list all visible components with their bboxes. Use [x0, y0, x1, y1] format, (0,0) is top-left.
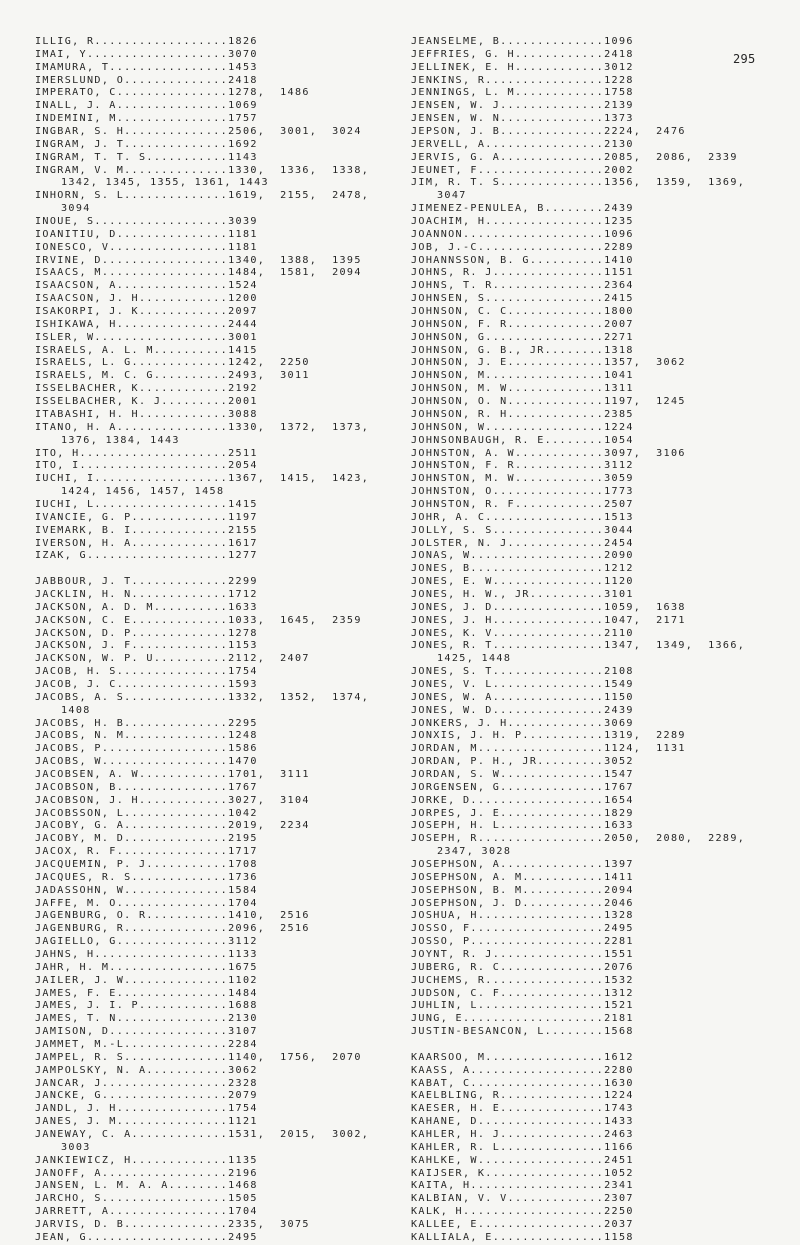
index-entry: JEFFRIES, G. H............2418 — [411, 48, 634, 60]
index-entry: JOSEPHSON, B. M...........2094 — [411, 884, 634, 896]
index-entry: JOB, J.-C.................2289 — [411, 241, 634, 253]
index-entry: JACKSON, D. P.............1278 — [35, 627, 258, 639]
index-entry: INALL, J. A...............1069 — [35, 100, 258, 112]
index-entry: INHORN, S. L..............1619, 2155, 2478, — [35, 190, 370, 202]
index-entry: JONES, B..................1212 — [411, 563, 634, 575]
index-entry: JARVIS, D. B..............2335, 3075 — [35, 1219, 310, 1231]
index-entry: KAHLKE, W.................2451 — [411, 1154, 634, 1166]
index-entry: ISRAELS, M. C. G..........2493, 3011 — [35, 370, 310, 382]
index-column-right — [411, 36, 745, 1245]
index-entry: JOSSO, P..................2281 — [411, 936, 634, 948]
index-entry: KAITA, H..................2341 — [411, 1180, 634, 1192]
index-entry: JORGENSEN, G..............1767 — [411, 781, 634, 793]
index-entry: JANES, J. M...............1121 — [35, 1116, 258, 1128]
index-entry: JAMISON, D................3107 — [35, 1026, 258, 1038]
index-entry: JOHNSON, O. N.............1197, 1245 — [411, 396, 686, 408]
index-entry: JARCHO, S.................1505 — [35, 1193, 258, 1205]
index-entry: JIM, R. T. S..............1356, 1359, 1369, — [411, 177, 746, 189]
index-entry-continuation: 1425, 1448 — [437, 653, 512, 665]
index-entry-continuation: 1342, 1345, 1355, 1361, 1443 — [61, 177, 269, 189]
index-entry: JUDSON, C. F..............1312 — [411, 987, 634, 999]
index-entry: KALLIALA, E...............1158 — [411, 1231, 634, 1243]
index-entry: KAARSOO, M................1612 — [411, 1051, 634, 1063]
index-entry: JAGENBURG, R..............2096, 2516 — [35, 923, 310, 935]
index-entry: JOHNSTON, R. F............2507 — [411, 498, 634, 510]
index-entry: JENNINGS, L. M............1758 — [411, 87, 634, 99]
index-entry: JAILER, J. W..............1102 — [35, 974, 258, 986]
index-entry: INGBAR, S. H..............2506, 3001, 3024 — [35, 126, 362, 138]
index-entry: JOHNSEN, S................2415 — [411, 293, 634, 305]
index-entry: JAMPEL, R. S..............1140, 1756, 2070 — [35, 1051, 362, 1063]
index-entry: JORPES, J. E..............1829 — [411, 807, 634, 819]
index-entry-continuation: 3094 — [61, 203, 91, 215]
index-entry: ISAACS, M.................1484, 1581, 2094 — [35, 267, 362, 279]
index-entry: IVANCIE, G. P.............1197 — [35, 511, 258, 523]
index-entry: ISAACSON, A...............1524 — [35, 280, 258, 292]
index-entry: INDEMINI, M...............1757 — [35, 113, 258, 125]
index-entry: IZAK, G...................1277 — [35, 550, 258, 562]
index-entry: JAMPOLSKY, N. A...........3062 — [35, 1064, 258, 1076]
index-entry: JACKLIN, H. N.............1712 — [35, 588, 258, 600]
index-entry: ISAKORPI, J. K............2097 — [35, 306, 258, 318]
index-entry: JONES, K. V...............2110 — [411, 627, 634, 639]
index-entry: JOSEPH, H. L..............1633 — [411, 820, 634, 832]
index-entry: JONAS, W..................2090 — [411, 550, 634, 562]
index-entry: KALBIAN, V. V.............2307 — [411, 1193, 634, 1205]
index-entry: JORDAN, M.................1124, 1131 — [411, 743, 686, 755]
index-entry: JEANSELME, B..............1096 — [411, 36, 634, 47]
index-entry: KAIJSER, K................1052 — [411, 1167, 634, 1179]
index-entry: JOHNSON, G. B., JR........1318 — [411, 344, 634, 356]
index-entry: JONXIS, J. H. P...........1319, 2289 — [411, 730, 686, 742]
index-entry: JACOBS, H. B..............2295 — [35, 717, 258, 729]
index-entry: JEUNET, F.................2002 — [411, 164, 634, 176]
index-entry: JORDAN, S. W..............1547 — [411, 768, 634, 780]
index-entry: JUBERG, R. C..............2076 — [411, 961, 634, 973]
section-gap — [411, 1039, 745, 1052]
index-entry: JOHNSON, W................1224 — [411, 421, 634, 433]
page-number: 295 — [733, 52, 756, 66]
index-entry: JOACHIM, H................1235 — [411, 216, 634, 228]
index-entry: KABAT, C..................1630 — [411, 1077, 634, 1089]
index-entry: JAHR, H. M................1675 — [35, 961, 258, 973]
index-entry: JONES, E. W...............1120 — [411, 576, 634, 588]
index-entry: JACOB, H. S...............1754 — [35, 666, 258, 678]
index-entry: JONES, W. D...............2439 — [411, 704, 634, 716]
index-entry: JOHNS, T. R...............2364 — [411, 280, 634, 292]
index-entry: JACOBS, A. S..............1332, 1352, 1374, — [35, 691, 370, 703]
index-entry-continuation: 3003 — [61, 1141, 91, 1153]
index-entry: IOANITIU, D...............1181 — [35, 228, 258, 240]
index-entry: KAASS, A..................2280 — [411, 1064, 634, 1076]
index-entry-continuation: 1424, 1456, 1457, 1458 — [61, 486, 225, 498]
index-entry: JERVELL, A................2130 — [411, 138, 634, 150]
index-entry: KAHANE, D.................1433 — [411, 1116, 634, 1128]
index-entry: JANKIEWICZ, H.............1135 — [35, 1154, 258, 1166]
index-entry: JACOBS, P.................1586 — [35, 743, 258, 755]
index-entry: JOHNSON, M................1041 — [411, 370, 634, 382]
index-entry: JEAN, G...................2495 — [35, 1231, 258, 1243]
index-entry: JOHNSON, C. C.............1800 — [411, 306, 634, 318]
index-entry: JONES, J. D...............1059, 1638 — [411, 601, 686, 613]
index-entry: JOHNSON, R. H.............2385 — [411, 408, 634, 420]
index-entry: ILLIG, R..................1826 — [35, 36, 258, 47]
index-entry: KAELBLING, R..............1224 — [411, 1090, 634, 1102]
index-entry: ISSELBACHER, K. J.........2001 — [35, 396, 258, 408]
index-entry: JIMENEZ-PENULEA, B........2439 — [411, 203, 634, 215]
index-entry: JOHNSON, J. E.............1357, 3062 — [411, 357, 686, 369]
index-entry: JACOBSON, J. H............3027, 3104 — [35, 794, 310, 806]
index-entry: JANCKE, G.................2079 — [35, 1090, 258, 1102]
index-entry: JOLSTER, N. J.............2454 — [411, 537, 634, 549]
index-entry: JOHNSON, F. R.............2007 — [411, 318, 634, 330]
index-entry: ISAACSON, J. H............1200 — [35, 293, 258, 305]
index-entry: JONKERS, J. H.............3069 — [411, 717, 634, 729]
index-entry: JOLLY, S. S...............3044 — [411, 524, 634, 536]
index-entry: JOHNSTON, M. W............3059 — [411, 473, 634, 485]
index-entry: JACOX, R. F...............1717 — [35, 846, 258, 858]
index-entry: JAMES, F. E...............1484 — [35, 987, 258, 999]
index-entry: JOSEPHSON, A. M...........1411 — [411, 871, 634, 883]
index-entry: IRVINE, D.................1340, 1388, 1395 — [35, 254, 362, 266]
index-entry: JAMMET, M.-L..............2284 — [35, 1039, 258, 1051]
index-entry: ISHIKAWA, H...............2444 — [35, 318, 258, 330]
index-entry: JADASSOHN, W..............1584 — [35, 884, 258, 896]
index-entry: IVEMARK, B. I.............2155 — [35, 524, 258, 536]
section-gap — [35, 563, 369, 576]
index-entry: JACKSON, W. P. U..........2112, 2407 — [35, 653, 310, 665]
index-entry: INOUE, S..................3039 — [35, 216, 258, 228]
index-entry: JOSEPHSON, J. D...........2046 — [411, 897, 634, 909]
index-entry-continuation: 1408 — [61, 704, 91, 716]
index-entry: JOHNSTON, A. W............3097, 3106 — [411, 447, 686, 459]
index-entry: ISSELBACHER, K............2192 — [35, 383, 258, 395]
index-entry: ITABASHI, H. H............3088 — [35, 408, 258, 420]
index-entry: JAFFE, M. O...............1704 — [35, 897, 258, 909]
index-entry: JUCHEMS, R................1532 — [411, 974, 634, 986]
index-entry: JONES, V. L...............1549 — [411, 678, 634, 690]
index-entry: JACOB, J. C...............1593 — [35, 678, 258, 690]
index-entry: JOHNS, R. J...............1151 — [411, 267, 634, 279]
index-entry: ISRAELS, A. L. M..........1415 — [35, 344, 258, 356]
index-entry: JAMES, T. N...............2130 — [35, 1013, 258, 1025]
index-entry: JANCAR, J.................2328 — [35, 1077, 258, 1089]
index-entry: JOSSO, F..................2495 — [411, 923, 634, 935]
index-entry: JONES, W. A...............1150 — [411, 691, 634, 703]
index-entry: JOHNSONBAUGH, R. E........1054 — [411, 434, 634, 446]
index-entry: JACOBS, W.................1470 — [35, 756, 258, 768]
index-entry: KAHLER, R. L..............1166 — [411, 1141, 634, 1153]
index-entry-continuation: 3047 — [437, 190, 467, 202]
index-entry-continuation: 2347, 3028 — [437, 846, 512, 858]
index-entry: JONES, H. W., JR..........3101 — [411, 588, 634, 600]
index-entry: ISLER, W..................3001 — [35, 331, 258, 343]
index-entry: KAHLER, H. J..............2463 — [411, 1129, 634, 1141]
index-entry: KAESER, H. E..............1743 — [411, 1103, 634, 1115]
index-entry-continuation: 1376, 1384, 1443 — [61, 434, 180, 446]
index-entry: JENSEN, W. N..............1373 — [411, 113, 634, 125]
index-entry: JACOBY, G. A..............2019, 2234 — [35, 820, 310, 832]
index-entry: JAHNS, H..................1133 — [35, 949, 258, 961]
index-entry: JACKSON, A. D. M..........1633 — [35, 601, 258, 613]
index-entry: JAGIELLO, G...............3112 — [35, 936, 258, 948]
index-entry: KALK, H...................2250 — [411, 1206, 634, 1218]
index-entry: ITO, H....................2511 — [35, 447, 258, 459]
index-entry: JACQUEMIN, P. J...........1708 — [35, 859, 258, 870]
index-column-left — [35, 36, 369, 1245]
index-entry: JUSTIN-BESANCON, L........1568 — [411, 1026, 634, 1038]
index-entry: JOHNSON, M. W.............1311 — [411, 383, 634, 395]
index-entry: JACKSON, C. E.............1033, 1645, 2359 — [35, 614, 362, 626]
index-entry: ISRAELS, L. G.............1242, 2250 — [35, 357, 310, 369]
index-entry: JAMES, J. I. P............1688 — [35, 1000, 258, 1012]
index-entry: JOSEPHSON, A..............1397 — [411, 859, 634, 870]
index-entry: JOHNSTON, F. R............3112 — [411, 460, 634, 472]
index-entry: IUCHI, I..................1367, 1415, 1423, — [35, 473, 370, 485]
index-entry: JACOBY, M. D..............2195 — [35, 833, 258, 845]
index-entry: JOHNSTON, O...............1773 — [411, 486, 634, 498]
index-entry: IUCHI, L..................1415 — [35, 498, 258, 510]
index-entry: IMERSLUND, O..............2418 — [35, 74, 258, 86]
index-entry: JACOBSSON, L..............1042 — [35, 807, 258, 819]
index-entry: JOSEPH, R.................2050, 2080, 2289, — [411, 833, 746, 845]
index-entry: JACQUES, R. S.............1736 — [35, 871, 258, 883]
index-entry: INGRAM, V. M..............1330, 1336, 1338, — [35, 164, 370, 176]
index-entry: JABBOUR, J. T.............2299 — [35, 576, 258, 588]
index-entry: ITANO, H. A...............1330, 1372, 1373, — [35, 421, 370, 433]
index-entry: INGRAM, J. T..............1692 — [35, 138, 258, 150]
index-entry: JANDL, J. H...............1754 — [35, 1103, 258, 1115]
index-entry: JOHNSON, G................2271 — [411, 331, 634, 343]
index-entry: JOANNON...................1096 — [411, 228, 634, 240]
index-entry: IMAMURA, T................1453 — [35, 61, 258, 73]
index-entry: JUNG, E...................2181 — [411, 1013, 634, 1025]
index-entry: JUHLIN, L.................1521 — [411, 1000, 634, 1012]
index-entry: JACOBS, N. M..............1248 — [35, 730, 258, 742]
index-entry: JOSHUA, H.................1328 — [411, 910, 634, 922]
index-entry: IVERSON, H. A.............1617 — [35, 537, 258, 549]
index-entry: IMAI, Y...................3070 — [35, 48, 258, 60]
index-entry: IONESCO, V................1181 — [35, 241, 258, 253]
index-entry: JERVIS, G. A..............2085, 2086, 2339 — [411, 151, 738, 163]
index-entry: JOYNT, R. J...............1551 — [411, 949, 634, 961]
index-entry: JAGENBURG, O. R...........1410, 2516 — [35, 910, 310, 922]
index-entry: JACKSON, J. F.............1153 — [35, 640, 258, 652]
index-entry: JANEWAY, C. A.............1531, 2015, 3002, — [35, 1129, 370, 1141]
index-entry: JACOBSON, B...............1767 — [35, 781, 258, 793]
index-entry: JELLINEK, E. H............3012 — [411, 61, 634, 73]
index-entry: JOHANNSSON, B. G..........1410 — [411, 254, 634, 266]
index-entry: INGRAM, T. T. S...........1143 — [35, 151, 258, 163]
index-entry: JONES, S. T...............2108 — [411, 666, 634, 678]
index-entry: JONES, J. H...............1047, 2171 — [411, 614, 686, 626]
index-entry: IMPERATO, C...............1278, 1486 — [35, 87, 310, 99]
index-entry: JANOFF, A.................2196 — [35, 1167, 258, 1179]
index-entry: KALLEE, E.................2037 — [411, 1219, 634, 1231]
index-entry: JOHR, A. C................1513 — [411, 511, 634, 523]
index-entry: JORKE, D..................1654 — [411, 794, 634, 806]
index-entry: JENSEN, W. J..............2139 — [411, 100, 634, 112]
index-entry: JENKINS, R................1228 — [411, 74, 634, 86]
index-entry: ITO, I....................2054 — [35, 460, 258, 472]
index-entry: JARRETT, A................1704 — [35, 1206, 258, 1218]
index-entry: JANSEN, L. M. A. A........1468 — [35, 1180, 258, 1192]
index-entry: JACOBSEN, A. W............1701, 3111 — [35, 768, 310, 780]
index-entry: JONES, R. T...............1347, 1349, 1366, — [411, 640, 746, 652]
index-entry: JEPSON, J. B..............2224, 2476 — [411, 126, 686, 138]
index-entry: JORDAN, P. H., JR.........3052 — [411, 756, 634, 768]
